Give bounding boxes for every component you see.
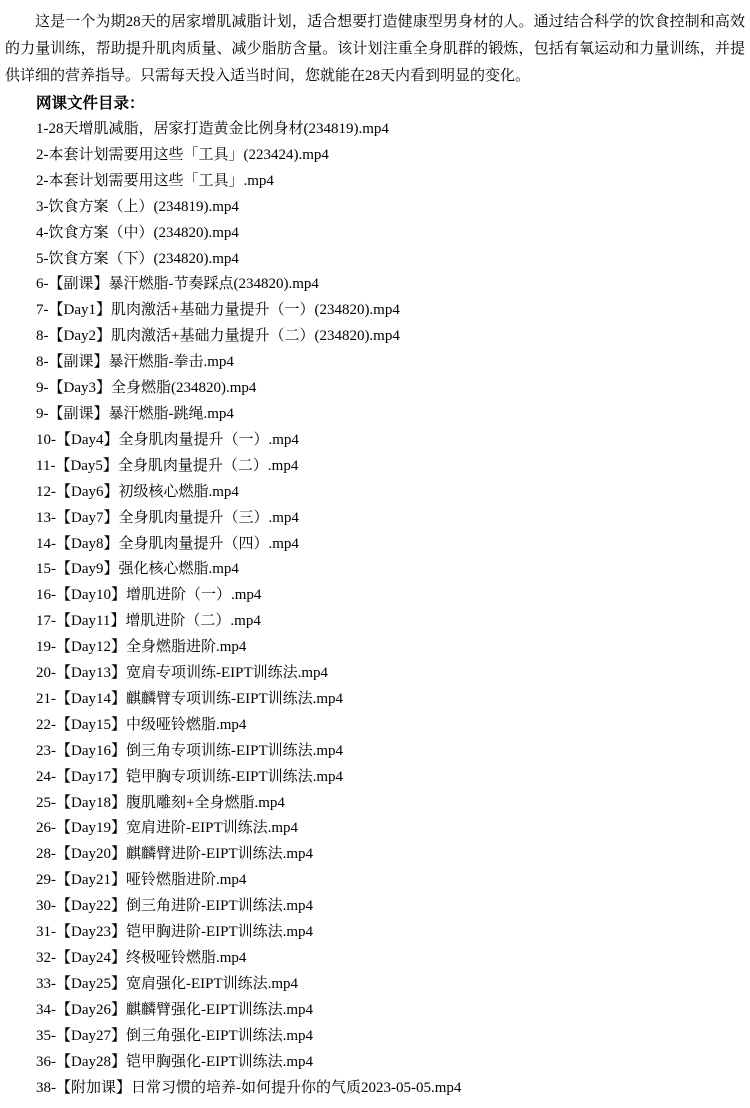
file-list-item: 38-【附加课】日常习惯的培养-如何提升你的气质2023-05-05.mp4 <box>36 1079 462 1096</box>
file-list-item: 16-【Day10】增肌进阶（一）.mp4 <box>36 587 262 604</box>
file-list-item: 29-【Day21】哑铃燃脂进阶.mp4 <box>36 872 247 889</box>
file-list-item: 10-【Day4】全身肌肉量提升（一）.mp4 <box>36 431 299 448</box>
file-list-item: 21-【Day14】麒麟臂专项训练-EIPT训练法.mp4 <box>36 690 344 707</box>
file-list-item: 14-【Day8】全身肌肉量提升（四）.mp4 <box>36 535 299 552</box>
intro-paragraph: 这是一个为期28天的居家增肌减脂计划，适合想要打造健康型男身材的人。通过结合科学的饮食控制和高效的力量训练，帮助提升肌肉质量、减少脂肪含量。该计划注重全身肌群的锻炼，包括有氧运动和力量训练，并提供详细的营养指导。只需每天投入适当时间，您就能在28天内看到明显的变化。 <box>5 14 745 84</box>
file-list-item: 35-【Day27】倒三角强化-EIPT训练法.mp4 <box>36 1027 314 1044</box>
file-list-item: 7-【Day1】肌肉激活+基础力量提升（一）(234820).mp4 <box>36 302 400 319</box>
file-list <box>5 117 745 1101</box>
file-list-item: 4-饮食方案（中）(234820).mp4 <box>36 224 239 241</box>
file-list-item: 13-【Day7】全身肌肉量提升（三）.mp4 <box>36 509 299 526</box>
file-list-item: 34-【Day26】麒麟臂强化-EIPT训练法.mp4 <box>36 1001 314 1018</box>
file-list-item: 17-【Day11】增肌进阶（二）.mp4 <box>36 613 261 630</box>
file-list-item: 1-28天增肌减脂，居家打造黄金比例身材(234819).mp4 <box>36 121 389 137</box>
file-list-item: 33-【Day25】宽肩强化-EIPT训练法.mp4 <box>36 975 299 992</box>
directory-heading: 网课文件目录： <box>36 95 145 112</box>
file-list-item: 9-【副课】暴汗燃脂-跳绳.mp4 <box>36 405 234 422</box>
file-list-item: 8-【副课】暴汗燃脂-拳击.mp4 <box>36 354 234 371</box>
file-list-item: 25-【Day18】腹肌雕刻+全身燃脂.mp4 <box>36 794 285 811</box>
file-list-item: 32-【Day24】终极哑铃燃脂.mp4 <box>36 950 247 966</box>
file-list-item: 30-【Day22】倒三角进阶-EIPT训练法.mp4 <box>36 898 314 915</box>
file-list-item: 36-【Day28】铠甲胸强化-EIPT训练法.mp4 <box>36 1053 314 1070</box>
file-list-item: 11-【Day5】全身肌肉量提升（二）.mp4 <box>36 457 299 474</box>
file-list-item: 9-【Day3】全身燃脂(234820).mp4 <box>36 380 257 397</box>
file-list-item: 22-【Day15】中级哑铃燃脂.mp4 <box>36 716 247 733</box>
file-list-item: 8-【Day2】肌肉激活+基础力量提升（二）(234820).mp4 <box>36 328 400 345</box>
file-list-item: 20-【Day13】宽肩专项训练-EIPT训练法.mp4 <box>36 665 329 682</box>
file-list-item: 12-【Day6】初级核心燃脂.mp4 <box>36 483 239 500</box>
file-list-item: 31-【Day23】铠甲胸进阶-EIPT训练法.mp4 <box>36 924 314 941</box>
file-list-item: 2-本套计划需要用这些「工具」.mp4 <box>36 172 274 189</box>
file-list-item: 23-【Day16】倒三角专项训练-EIPT训练法.mp4 <box>36 742 344 759</box>
file-list-item: 28-【Day20】麒麟臂进阶-EIPT训练法.mp4 <box>36 846 314 863</box>
file-list-item: 24-【Day17】铠甲胸专项训练-EIPT训练法.mp4 <box>36 768 344 785</box>
file-list-item: 26-【Day19】宽肩进阶-EIPT训练法.mp4 <box>36 820 299 837</box>
file-list-item: 2-本套计划需要用这些「工具」(223424).mp4 <box>36 146 329 163</box>
file-list-item: 5-饮食方案（下）(234820).mp4 <box>36 250 239 267</box>
file-list-item: 19-【Day12】全身燃脂进阶.mp4 <box>36 639 247 656</box>
file-list-item: 15-【Day9】强化核心燃脂.mp4 <box>36 561 239 578</box>
file-list-item: 3-饮食方案（上）(234819).mp4 <box>36 198 239 215</box>
file-list-item: 6-【副课】暴汗燃脂-节奏踩点(234820).mp4 <box>36 276 319 293</box>
